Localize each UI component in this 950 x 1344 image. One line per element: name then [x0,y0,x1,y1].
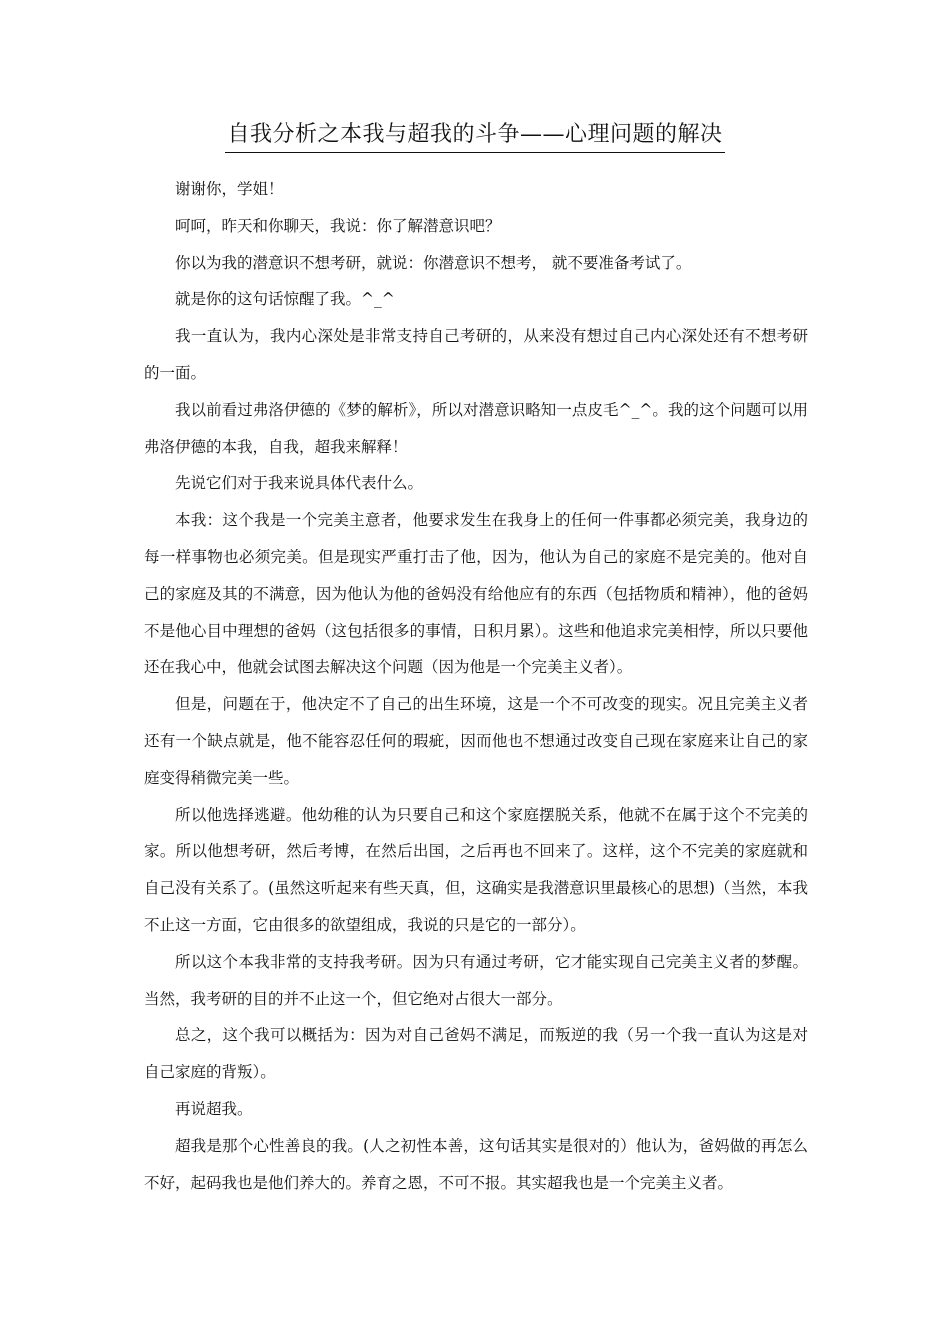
paragraph: 所以这个本我非常的支持我考研。因为只有通过考研，它才能实现自己完美主义者的梦醒。当然，我考研的目的并不止这一个，但它绝对占很大一部分。 [144,952,808,1008]
paragraph: 就是你的这句话惊醒了我。^_^ [175,290,395,309]
paragraph: 谢谢你，学姐！ [175,180,284,198]
document-title: 自我分析之本我与超我的斗争——心理问题的解决 [225,118,724,153]
paragraph: 总之，这个我可以概括为：因为对自己爸妈不满足，而叛逆的我（另一个我一直认为这是对自己家庭的背叛）。 [144,1026,808,1082]
title-container [0,118,950,153]
paragraph: 我以前看过弗洛伊德的《梦的解析》，所以对潜意识略知一点皮毛^_^。我的这个问题可以用弗洛伊德的本我，自我，超我来解释！ [144,400,808,456]
paragraph: 超我是那个心性善良的我。(人之初性本善，这句话其实是很对的）他认为，爸妈做的再怎么不好，起码我也是他们养大的。养育之恩，不可不报。其实超我也是一个完美主义者。 [144,1136,808,1192]
paragraph: 你以为我的潜意识不想考研，就说：你潜意识不想考， 就不要准备考试了。 [175,253,692,272]
paragraph: 所以他选择逃避。他幼稚的认为只要自己和这个家庭摆脱关系，他就不在属于这个不完美的家。所以他想考研，然后考博，在然后出国，之后再也不回来了。这样，这个不完美的家庭就和自己没有关系了。(虽然这听起来有些天真，但，这确实是我潜意识里最核心的思想)（当然，本我不止这一方面，它由很多的欲望组成，我说的只是它的一部分）。 [144,805,808,934]
paragraph: 呵呵，昨天和你聊天，我说：你了解潜意识吧？ [175,216,501,235]
paragraph: 我一直认为，我内心深处是非常支持自己考研的，从来没有想过自己内心深处还有不想考研的一面。 [144,327,808,382]
document-body [144,171,808,1201]
paragraph: 但是，问题在于，他决定不了自己的出生环境，这是一个不可改变的现实。况且完美主义者还有一个缺点就是，他不能容忍任何的瑕疵，因而他也不想通过改变自己现在家庭来让自己的家庭变得稍微完美一些。 [144,695,808,787]
paragraph: 再说超我。 [175,1099,253,1118]
paragraph: 本我：这个我是一个完美主意者，他要求发生在我身上的任何一件事都必须完美，我身边的每一样事物也必须完美。但是现实严重打击了他，因为，他认为自己的家庭不是完美的。他对自己的家庭及其的不满意，因为他认为他的爸妈没有给他应有的东西（包括物质和精神），他的爸妈不是他心目中理想的爸妈（这包括很多的事情，日积月累）。这些和他追求完美相悖，所以只要他还在我心中，他就会试图去解决这个问题（因为他是一个完美主义者）。 [144,511,808,677]
paragraph: 先说它们对于我来说具体代表什么。 [175,474,424,493]
